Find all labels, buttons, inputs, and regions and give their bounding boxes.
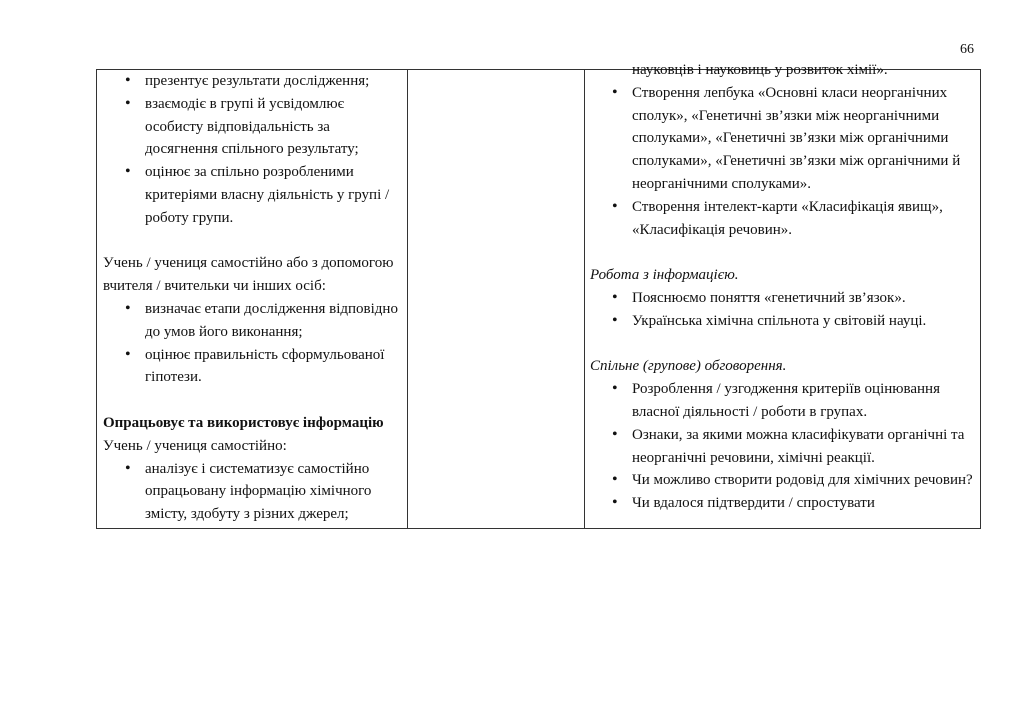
list-item: • оцінює за спільно розробленими критеріями власну діяльність у групі / роботу групи. xyxy=(103,161,403,229)
activities-list-a xyxy=(590,82,976,242)
continued-text: науковців і науковиць у розвиток хімії». xyxy=(632,62,888,78)
list-item: • Українська хімічна спільнота у світовій науці. xyxy=(590,310,976,333)
activities-list-c xyxy=(590,378,976,515)
activities-cell xyxy=(585,62,981,529)
list-item: • взаємодіє в групі й усвідомлює особисту відповідальність за досягнення спільного результату; xyxy=(103,93,403,161)
section-heading: Спільне (групове) обговорення. xyxy=(590,358,787,375)
expected-results-cell xyxy=(97,70,408,529)
list-item: • аналізує і систематизує самостійно опрацьовану інформацію хімічного змісту, здобуту з різних джерел; xyxy=(103,458,403,526)
page-number: 66 xyxy=(960,42,974,57)
list-item: • Створення лепбука «Основні класи неорганічних сполук», «Генетичні зв’язки між неорганічними сполуками», «Генетичні зв’язки між органічними сполуками», «Генетичні зв’язки між органічними й неорганічними сполуками». xyxy=(590,82,976,196)
list-item: • Чи вдалося підтвердити / спростувати xyxy=(590,492,976,515)
results-list-a xyxy=(103,70,403,230)
list-item: • Розроблення / узгодження критеріїв оцінювання власної діяльності / роботи в групах. xyxy=(590,378,976,424)
section-heading: Робота з інформацією. xyxy=(590,267,739,284)
activities-list-b xyxy=(590,287,976,333)
list-item: • визначає етапи дослідження відповідно до умов його виконання; xyxy=(103,298,403,344)
list-item: • Створення інтелект-карти «Класифікація явищ», «Класифікація речовин». xyxy=(590,196,976,242)
results-list-c xyxy=(103,458,403,526)
list-item: • Пояснюємо поняття «генетичний зв’язок». xyxy=(590,287,976,310)
list-item: • Чи можливо створити родовід для хімічних речовин? xyxy=(590,469,976,492)
list-item: • презентує результати дослідження; xyxy=(103,70,403,93)
content-cell-empty xyxy=(408,70,585,529)
list-item: • оцінює правильність сформульованої гіпотези. xyxy=(103,344,403,390)
intro-paragraph: Учень / учениця самостійно або з допомогою вчителя / вчительки чи інших осіб: xyxy=(103,255,394,295)
list-item: • Ознаки, за якими можна класифікувати органічні та неорганічні речовини, хімічні реакції. xyxy=(590,424,976,470)
results-list-b xyxy=(103,298,403,389)
intro-paragraph: Учень / учениця самостійно: xyxy=(103,437,287,454)
table-row xyxy=(97,70,981,529)
section-heading: Опрацьовує та використовує інформацію xyxy=(103,414,384,431)
learning-outcomes-table xyxy=(96,62,981,529)
